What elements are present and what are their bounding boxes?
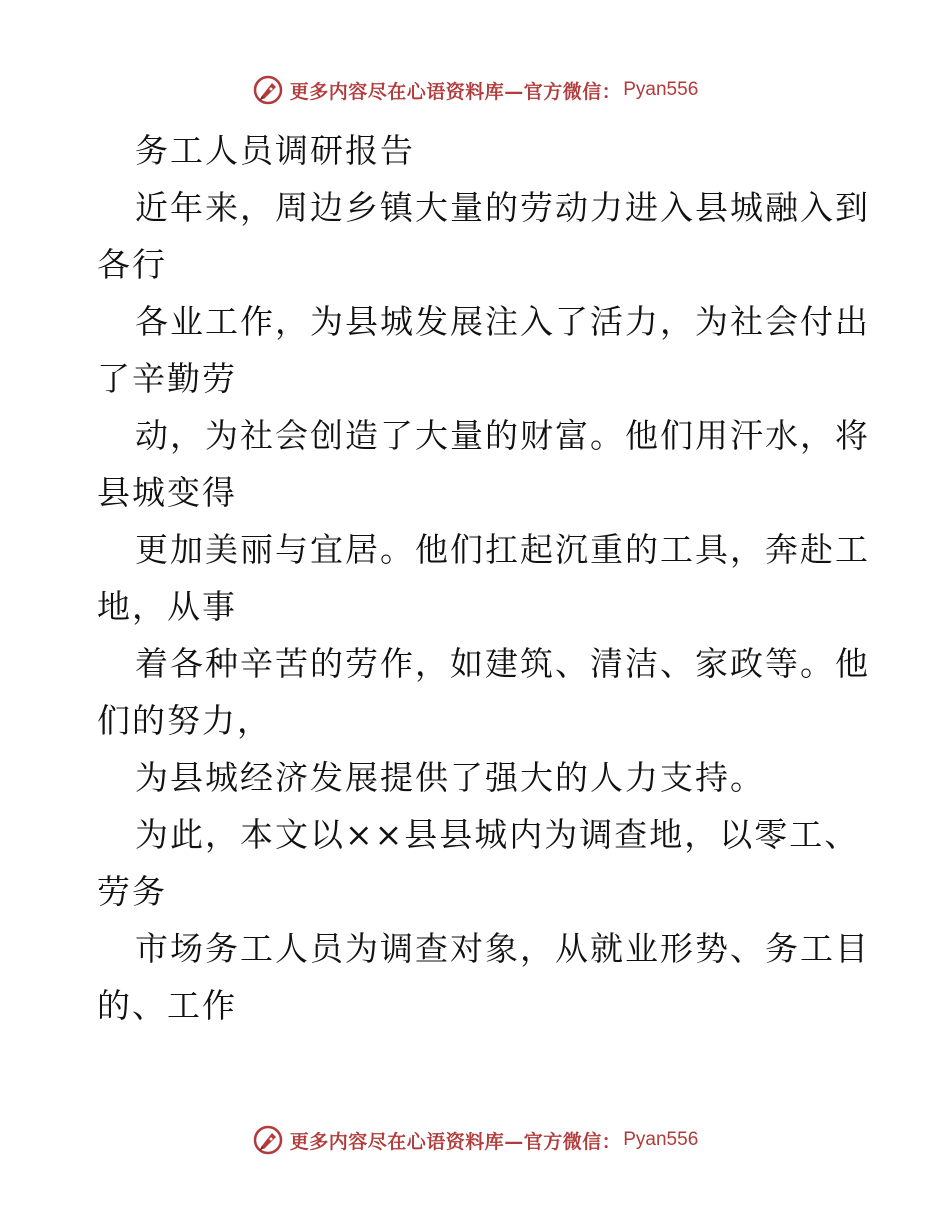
watermark-wechat-id: Pyan556	[623, 1129, 699, 1150]
text-line: 劳务	[97, 872, 167, 911]
text-line: 各业工作，为县城发展注入了活力，为社会付出	[135, 302, 870, 341]
text-line: 动，为社会创造了大量的财富。他们用汗水，将	[135, 416, 870, 455]
text-line: 着各种辛苦的劳作，如建筑、清洁、家政等。他	[135, 644, 870, 683]
text-line: 更加美丽与宜居。他们扛起沉重的工具，奔赴工	[135, 530, 870, 569]
header-watermark	[0, 70, 950, 110]
watermark-site-text: 更多内容尽在心语资料库—官方微信：	[289, 80, 622, 103]
text-line: 县城变得	[97, 473, 237, 512]
document-body	[97, 122, 870, 1034]
document-title: 务工人员调研报告	[135, 131, 415, 170]
text-line: 为此，本文以××县县城内为调查地，以零工、	[135, 815, 860, 854]
text-line: 各行	[97, 245, 167, 284]
text-line: 们的努力，	[97, 701, 272, 740]
footer-watermark	[0, 1120, 950, 1160]
text-line: 了辛勤劳	[97, 359, 237, 398]
text-line: 为县城经济发展提供了强大的人力支持。	[135, 758, 765, 797]
pen-nib-logo-icon	[252, 74, 284, 106]
text-line: 近年来，周边乡镇大量的劳动力进入县城融入到	[135, 188, 870, 227]
pen-nib-logo-icon	[252, 1124, 284, 1156]
text-line: 的、工作	[97, 986, 237, 1025]
text-line: 市场务工人员为调查对象，从就业形势、务工目	[135, 929, 870, 968]
text-line: 地，从事	[97, 587, 237, 626]
watermark-wechat-id: Pyan556	[623, 79, 699, 100]
watermark-site-text: 更多内容尽在心语资料库—官方微信：	[289, 1130, 622, 1153]
